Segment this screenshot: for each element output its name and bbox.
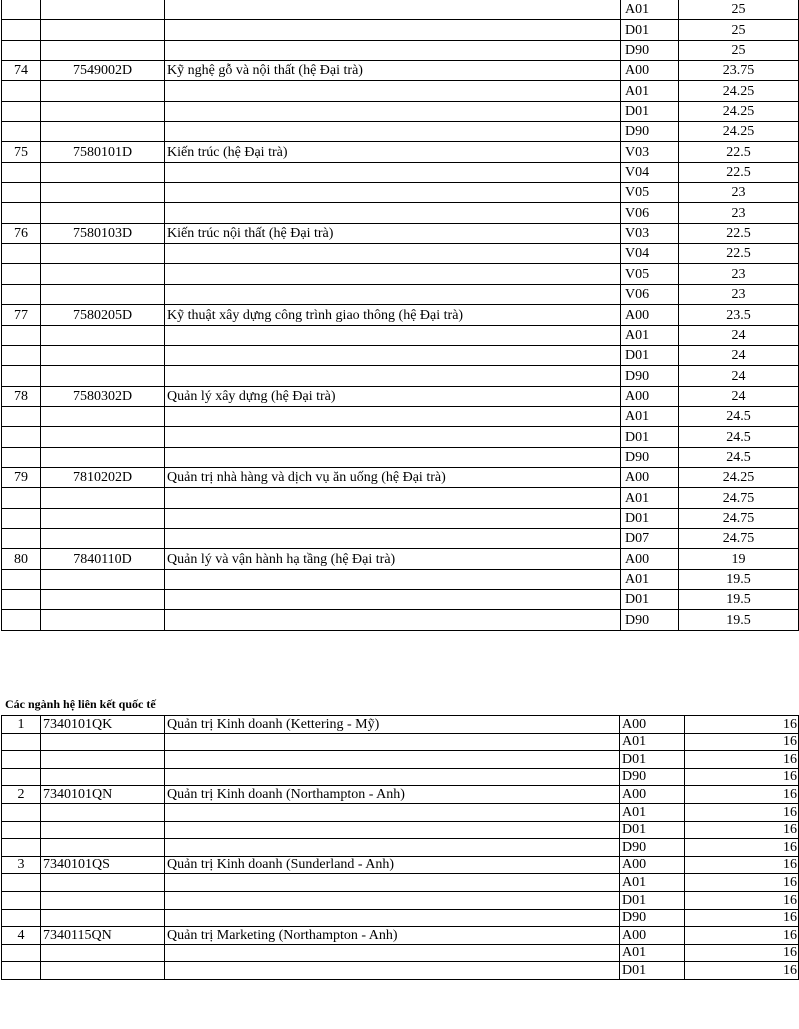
row-number-cell: [2, 183, 41, 203]
table-row: [2, 244, 799, 264]
subject-group-cell: V05: [621, 264, 679, 284]
row-number-cell: [2, 528, 41, 548]
row-number-cell: [2, 508, 41, 528]
subject-group-cell: A01: [621, 81, 679, 101]
major-code-cell: [41, 40, 165, 60]
major-name-cell: [165, 589, 621, 609]
admission-score-cell: 16: [685, 716, 799, 734]
table-row: [2, 101, 799, 121]
major-name-cell: [165, 183, 621, 203]
table-row: [2, 508, 799, 528]
major-code-cell: [41, 751, 165, 769]
subject-group-cell: V06: [621, 203, 679, 223]
table-row: [2, 406, 799, 426]
major-code-cell: 7549002D: [41, 61, 165, 81]
major-name-cell: [165, 284, 621, 304]
subject-group-cell: A01: [621, 0, 679, 20]
table-row: [2, 733, 799, 751]
row-number-cell: [2, 944, 41, 962]
table-row: [2, 528, 799, 548]
admission-score-table-international: [1, 715, 799, 980]
admission-score-cell: 24.25: [679, 81, 799, 101]
subject-group-cell: V04: [621, 162, 679, 182]
row-number-cell: [2, 162, 41, 182]
subject-group-cell: A01: [620, 944, 685, 962]
subject-group-cell: D90: [621, 366, 679, 386]
subject-group-cell: A00: [620, 716, 685, 734]
admission-score-cell: 19.5: [679, 569, 799, 589]
row-number-cell: [2, 325, 41, 345]
table-row: [2, 264, 799, 284]
subject-group-cell: A00: [621, 467, 679, 487]
admission-score-cell: 16: [685, 768, 799, 786]
subject-group-cell: D90: [621, 610, 679, 630]
major-code-cell: [41, 366, 165, 386]
table-body: [2, 0, 799, 630]
major-name-cell: [165, 81, 621, 101]
major-name-cell: [165, 406, 621, 426]
admission-score-cell: 24.5: [679, 427, 799, 447]
admission-score-cell: 24.25: [679, 122, 799, 142]
table-row: [2, 716, 799, 734]
major-name-cell: [165, 264, 621, 284]
admission-score-cell: 22.5: [679, 142, 799, 162]
major-name-cell: [165, 366, 621, 386]
major-code-cell: [41, 488, 165, 508]
admission-score-cell: 16: [685, 733, 799, 751]
admission-score-cell: 25: [679, 0, 799, 20]
major-code-cell: [41, 508, 165, 528]
subject-group-cell: D01: [620, 821, 685, 839]
admission-score-cell: 16: [685, 786, 799, 804]
admission-score-cell: 19.5: [679, 589, 799, 609]
major-code-cell: [41, 183, 165, 203]
subject-group-cell: A01: [621, 569, 679, 589]
row-number-cell: [2, 101, 41, 121]
major-code-cell: 7340101QK: [41, 716, 165, 734]
major-code-cell: 7340101QN: [41, 786, 165, 804]
major-name-cell: Kiến trúc (hệ Đại trà): [165, 142, 621, 162]
subject-group-cell: A00: [621, 549, 679, 569]
major-code-cell: [41, 839, 165, 857]
subject-group-cell: D01: [621, 101, 679, 121]
table-row: [2, 821, 799, 839]
admission-score-cell: 16: [685, 821, 799, 839]
admission-score-cell: 16: [685, 891, 799, 909]
major-name-cell: Kiến trúc nội thất (hệ Đại trà): [165, 223, 621, 243]
row-number-cell: [2, 733, 41, 751]
admission-score-cell: 23.5: [679, 305, 799, 325]
major-name-cell: [165, 488, 621, 508]
row-number-cell: 78: [2, 386, 41, 406]
admission-score-cell: 24.75: [679, 488, 799, 508]
subject-group-cell: A00: [621, 61, 679, 81]
major-code-cell: [41, 891, 165, 909]
subject-group-cell: A00: [621, 386, 679, 406]
major-code-cell: [41, 589, 165, 609]
row-number-cell: [2, 284, 41, 304]
subject-group-cell: A00: [620, 927, 685, 945]
major-name-cell: [165, 101, 621, 121]
table-row: [2, 803, 799, 821]
table-row: [2, 839, 799, 857]
major-code-cell: 7840110D: [41, 549, 165, 569]
major-name-cell: Quản trị Marketing (Northampton - Anh): [165, 927, 620, 945]
admission-score-cell: 16: [685, 751, 799, 769]
major-name-cell: [165, 751, 620, 769]
major-name-cell: [165, 803, 620, 821]
table-row: [2, 305, 799, 325]
major-code-cell: [41, 81, 165, 101]
subject-group-cell: D01: [621, 20, 679, 40]
row-number-cell: [2, 264, 41, 284]
admission-score-cell: 16: [685, 909, 799, 927]
table-row: [2, 122, 799, 142]
major-name-cell: [165, 508, 621, 528]
major-code-cell: [41, 0, 165, 20]
table-row: [2, 927, 799, 945]
major-code-cell: [41, 569, 165, 589]
table-row: [2, 386, 799, 406]
admission-score-cell: 25: [679, 20, 799, 40]
subject-group-cell: D01: [620, 962, 685, 980]
subject-group-cell: D90: [621, 122, 679, 142]
subject-group-cell: V03: [621, 142, 679, 162]
row-number-cell: 4: [2, 927, 41, 945]
subject-group-cell: D90: [621, 447, 679, 467]
major-name-cell: [165, 733, 620, 751]
row-number-cell: 76: [2, 223, 41, 243]
subject-group-cell: D07: [621, 528, 679, 548]
table-row: [2, 944, 799, 962]
admission-score-cell: 22.5: [679, 223, 799, 243]
subject-group-cell: D01: [620, 751, 685, 769]
subject-group-cell: A01: [620, 733, 685, 751]
row-number-cell: 2: [2, 786, 41, 804]
major-code-cell: [41, 874, 165, 892]
admission-score-cell: 19: [679, 549, 799, 569]
table-row: [2, 856, 799, 874]
admission-score-cell: 24: [679, 366, 799, 386]
admission-score-cell: 24.75: [679, 508, 799, 528]
major-name-cell: Quản trị Kinh doanh (Northampton - Anh): [165, 786, 620, 804]
major-code-cell: [41, 803, 165, 821]
row-number-cell: [2, 345, 41, 365]
admission-score-cell: 23.75: [679, 61, 799, 81]
table-row: [2, 909, 799, 927]
table-row: [2, 891, 799, 909]
subject-group-cell: D90: [621, 40, 679, 60]
subject-group-cell: D01: [621, 589, 679, 609]
table-row: [2, 81, 799, 101]
admission-score-cell: 16: [685, 856, 799, 874]
row-number-cell: [2, 874, 41, 892]
major-code-cell: [41, 325, 165, 345]
subject-group-cell: D01: [621, 345, 679, 365]
admission-score-cell: 22.5: [679, 162, 799, 182]
major-code-cell: [41, 20, 165, 40]
row-number-cell: [2, 366, 41, 386]
major-name-cell: [165, 427, 621, 447]
major-name-cell: [165, 891, 620, 909]
major-code-cell: [41, 406, 165, 426]
row-number-cell: 77: [2, 305, 41, 325]
row-number-cell: [2, 803, 41, 821]
row-number-cell: 75: [2, 142, 41, 162]
admission-score-cell: 19.5: [679, 610, 799, 630]
subject-group-cell: A01: [621, 325, 679, 345]
row-number-cell: 1: [2, 716, 41, 734]
major-name-cell: [165, 839, 620, 857]
major-code-cell: [41, 909, 165, 927]
subject-group-cell: A00: [621, 305, 679, 325]
major-code-cell: 7340115QN: [41, 927, 165, 945]
major-name-cell: Quản lý xây dựng (hệ Đại trà): [165, 386, 621, 406]
subject-group-cell: A00: [620, 856, 685, 874]
table-row: [2, 488, 799, 508]
major-name-cell: [165, 40, 621, 60]
major-name-cell: [165, 0, 621, 20]
subject-group-cell: D01: [621, 427, 679, 447]
table-row: [2, 183, 799, 203]
major-code-cell: 7580103D: [41, 223, 165, 243]
row-number-cell: [2, 122, 41, 142]
major-name-cell: [165, 203, 621, 223]
major-name-cell: [165, 447, 621, 467]
row-number-cell: 79: [2, 467, 41, 487]
row-number-cell: 80: [2, 549, 41, 569]
table-row: [2, 40, 799, 60]
major-name-cell: [165, 244, 621, 264]
major-name-cell: [165, 944, 620, 962]
major-code-cell: 7580205D: [41, 305, 165, 325]
table-body: [2, 716, 799, 980]
major-code-cell: [41, 264, 165, 284]
row-number-cell: [2, 821, 41, 839]
major-code-cell: 7340101QS: [41, 856, 165, 874]
subject-group-cell: A01: [621, 488, 679, 508]
major-code-cell: [41, 345, 165, 365]
major-name-cell: Quản lý và vận hành hạ tầng (hệ Đại trà): [165, 549, 621, 569]
table-row: [2, 549, 799, 569]
major-name-cell: [165, 20, 621, 40]
row-number-cell: [2, 768, 41, 786]
row-number-cell: [2, 751, 41, 769]
major-name-cell: [165, 528, 621, 548]
table-row: [2, 366, 799, 386]
subject-group-cell: V06: [621, 284, 679, 304]
admission-score-cell: 24: [679, 386, 799, 406]
major-name-cell: [165, 821, 620, 839]
table-row: [2, 0, 799, 20]
major-name-cell: [165, 610, 621, 630]
admission-score-cell: 16: [685, 839, 799, 857]
table-row: [2, 61, 799, 81]
row-number-cell: [2, 610, 41, 630]
table-row: [2, 467, 799, 487]
admission-score-table-standard: [1, 0, 799, 631]
major-code-cell: [41, 610, 165, 630]
subject-group-cell: V03: [621, 223, 679, 243]
subject-group-cell: A01: [620, 874, 685, 892]
admission-score-cell: 23: [679, 264, 799, 284]
table-row: [2, 447, 799, 467]
subject-group-cell: D90: [620, 909, 685, 927]
admission-score-cell: 23: [679, 284, 799, 304]
table-row: [2, 20, 799, 40]
major-name-cell: Quản trị Kinh doanh (Kettering - Mỹ): [165, 716, 620, 734]
major-code-cell: [41, 244, 165, 264]
major-name-cell: Quản trị Kinh doanh (Sunderland - Anh): [165, 856, 620, 874]
row-number-cell: [2, 406, 41, 426]
row-number-cell: [2, 20, 41, 40]
major-name-cell: [165, 569, 621, 589]
major-code-cell: [41, 733, 165, 751]
row-number-cell: [2, 447, 41, 467]
major-name-cell: [165, 909, 620, 927]
row-number-cell: [2, 203, 41, 223]
subject-group-cell: D01: [621, 508, 679, 528]
admission-score-cell: 16: [685, 927, 799, 945]
major-name-cell: Kỹ thuật xây dựng công trình giao thông (hệ Đại trà): [165, 305, 621, 325]
section-title: Các ngành hệ liên kết quốc tế: [5, 697, 156, 711]
row-number-cell: [2, 962, 41, 980]
major-code-cell: [41, 284, 165, 304]
row-number-cell: 3: [2, 856, 41, 874]
table-row: [2, 962, 799, 980]
table-row: [2, 223, 799, 243]
admission-score-cell: 16: [685, 803, 799, 821]
table-row: [2, 768, 799, 786]
subject-group-cell: V04: [621, 244, 679, 264]
row-number-cell: 74: [2, 61, 41, 81]
table-row: [2, 751, 799, 769]
major-code-cell: [41, 427, 165, 447]
major-name-cell: [165, 345, 621, 365]
major-code-cell: [41, 122, 165, 142]
row-number-cell: [2, 839, 41, 857]
major-code-cell: [41, 962, 165, 980]
table-row: [2, 589, 799, 609]
major-name-cell: [165, 768, 620, 786]
row-number-cell: [2, 488, 41, 508]
subject-group-cell: A00: [620, 786, 685, 804]
major-code-cell: [41, 821, 165, 839]
row-number-cell: [2, 569, 41, 589]
admission-score-cell: 24: [679, 345, 799, 365]
subject-group-cell: D90: [620, 768, 685, 786]
row-number-cell: [2, 0, 41, 20]
subject-group-cell: V05: [621, 183, 679, 203]
admission-score-cell: 24.25: [679, 101, 799, 121]
major-name-cell: [165, 874, 620, 892]
row-number-cell: [2, 244, 41, 264]
major-name-cell: [165, 162, 621, 182]
table-row: [2, 162, 799, 182]
table-row: [2, 427, 799, 447]
admission-score-cell: 23: [679, 183, 799, 203]
table-row: [2, 874, 799, 892]
subject-group-cell: A01: [621, 406, 679, 426]
table-row: [2, 569, 799, 589]
major-code-cell: 7580101D: [41, 142, 165, 162]
admission-score-cell: 24: [679, 325, 799, 345]
table-row: [2, 142, 799, 162]
row-number-cell: [2, 909, 41, 927]
major-code-cell: [41, 528, 165, 548]
major-code-cell: [41, 447, 165, 467]
admission-score-cell: 25: [679, 40, 799, 60]
row-number-cell: [2, 589, 41, 609]
subject-group-cell: A01: [620, 803, 685, 821]
major-name-cell: Kỹ nghệ gỗ và nội thất (hệ Đại trà): [165, 61, 621, 81]
major-code-cell: [41, 101, 165, 121]
table-row: [2, 203, 799, 223]
admission-score-cell: 23: [679, 203, 799, 223]
admission-score-cell: 16: [685, 962, 799, 980]
row-number-cell: [2, 427, 41, 447]
major-name-cell: [165, 962, 620, 980]
major-code-cell: [41, 768, 165, 786]
admission-score-cell: 22.5: [679, 244, 799, 264]
admission-score-cell: 16: [685, 944, 799, 962]
subject-group-cell: D90: [620, 839, 685, 857]
major-code-cell: 7810202D: [41, 467, 165, 487]
subject-group-cell: D01: [620, 891, 685, 909]
major-code-cell: [41, 203, 165, 223]
admission-score-cell: 24.5: [679, 447, 799, 467]
major-code-cell: [41, 944, 165, 962]
major-code-cell: 7580302D: [41, 386, 165, 406]
table-row: [2, 610, 799, 630]
major-name-cell: [165, 325, 621, 345]
table-row: [2, 284, 799, 304]
row-number-cell: [2, 81, 41, 101]
admission-score-cell: 16: [685, 874, 799, 892]
admission-score-cell: 24.5: [679, 406, 799, 426]
major-code-cell: [41, 162, 165, 182]
major-name-cell: Quản trị nhà hàng và dịch vụ ăn uống (hệ Đại trà): [165, 467, 621, 487]
table-row: [2, 786, 799, 804]
table-row: [2, 345, 799, 365]
major-name-cell: [165, 122, 621, 142]
admission-score-cell: 24.75: [679, 528, 799, 548]
table-row: [2, 325, 799, 345]
admission-score-cell: 24.25: [679, 467, 799, 487]
row-number-cell: [2, 891, 41, 909]
row-number-cell: [2, 40, 41, 60]
